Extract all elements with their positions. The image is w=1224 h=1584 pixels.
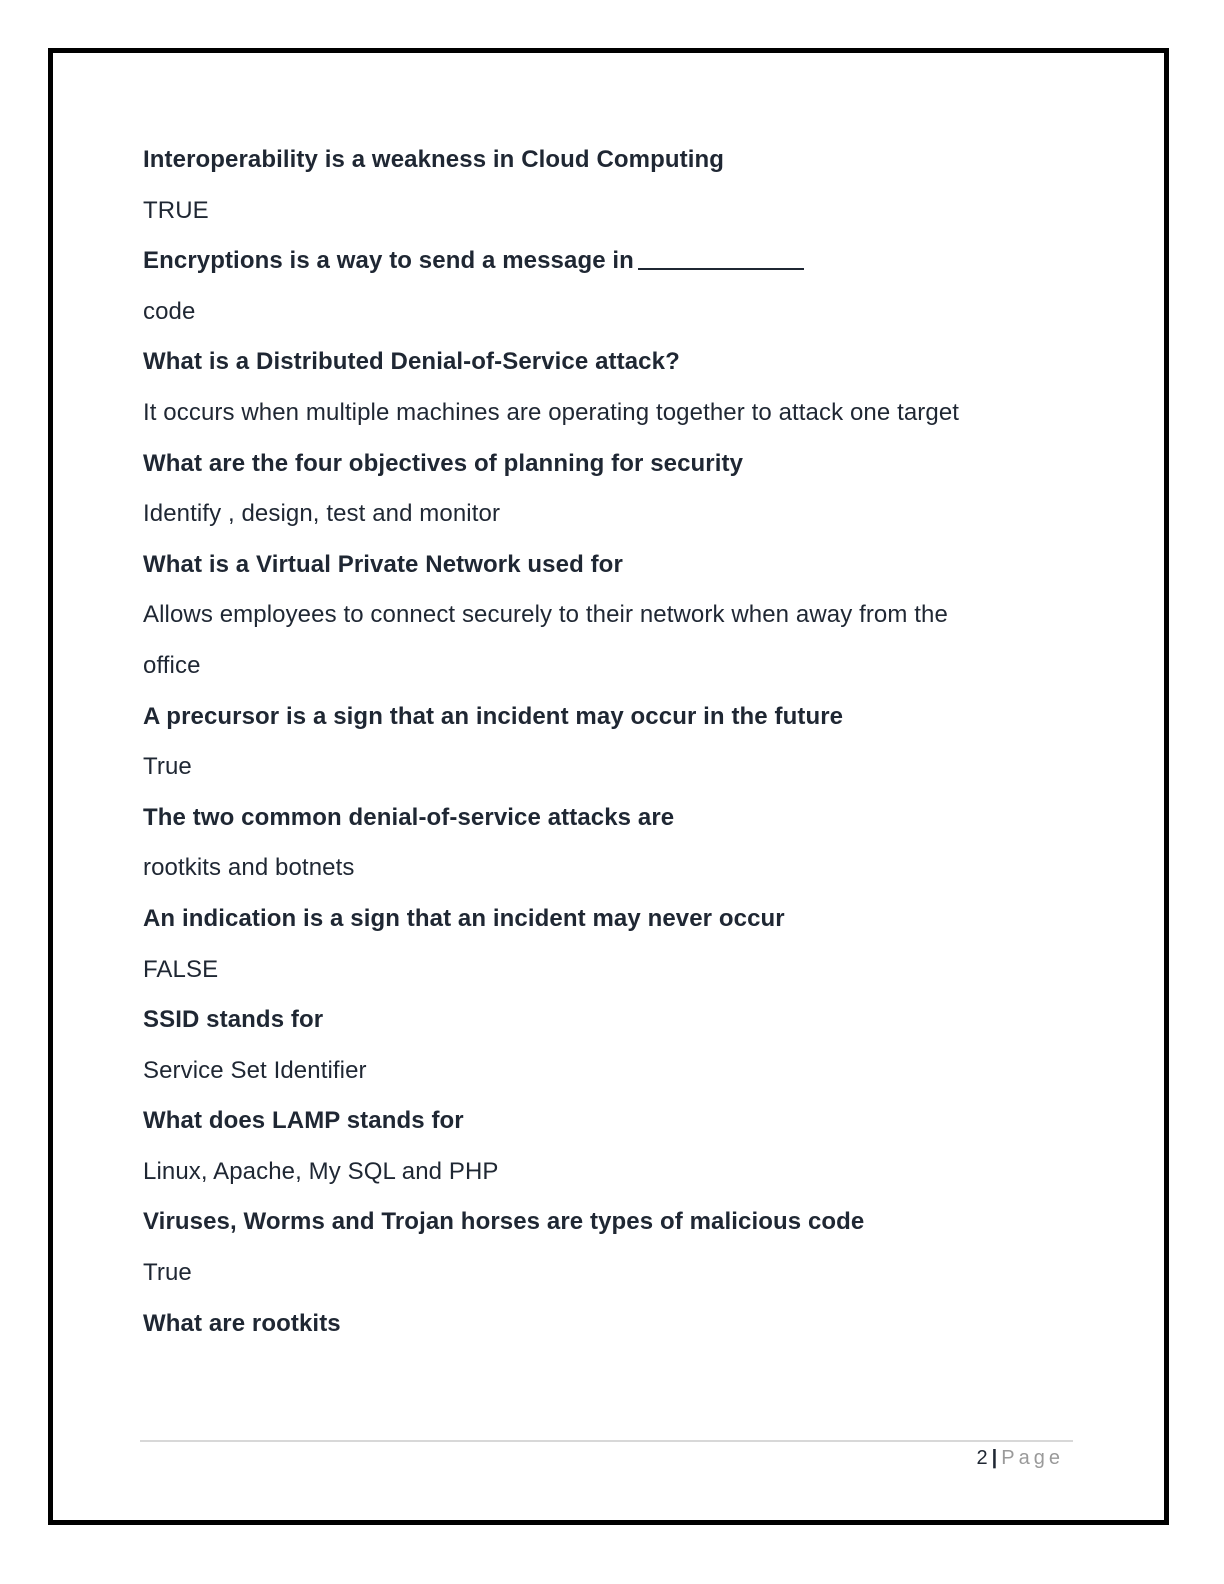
answer-8: FALSE bbox=[143, 955, 219, 983]
question-7: The two common denial-of-service attacks are bbox=[143, 803, 675, 831]
footer-separator: | bbox=[991, 1447, 998, 1469]
question-2 bbox=[143, 236, 1073, 287]
question-10: What does LAMP stands for bbox=[143, 1107, 464, 1135]
answer-6: True bbox=[143, 753, 192, 781]
question-3: What is a Distributed Denial-of-Service attack? bbox=[143, 348, 680, 376]
question-5: What is a Virtual Private Network used for bbox=[143, 550, 623, 578]
fill-in-blank bbox=[638, 268, 804, 270]
answer-5-line-2: office bbox=[143, 651, 201, 679]
answer-10: Linux, Apache, My SQL and PHP bbox=[143, 1157, 499, 1185]
answer-1: TRUE bbox=[143, 196, 209, 224]
question-4: What are the four objectives of planning for security bbox=[143, 449, 744, 477]
document-body bbox=[143, 135, 1073, 1349]
answer-3: It occurs when multiple machines are operating together to attack one target bbox=[143, 398, 960, 426]
answer-2: code bbox=[143, 297, 196, 325]
page-footer bbox=[977, 1444, 1064, 1472]
question-1: Interoperability is a weakness in Cloud Computing bbox=[143, 146, 724, 173]
footer-divider bbox=[140, 1440, 1073, 1442]
answer-9: Service Set Identifier bbox=[143, 1056, 367, 1084]
question-6: A precursor is a sign that an incident may occur in the future bbox=[143, 702, 844, 730]
page-label: Page bbox=[1001, 1447, 1064, 1469]
answer-5-line-1: Allows employees to connect securely to their network when away from the bbox=[143, 601, 948, 629]
answer-7: rootkits and botnets bbox=[143, 854, 355, 882]
question-12: What are rootkits bbox=[143, 1309, 341, 1337]
question-8: An indication is a sign that an incident may never occur bbox=[143, 904, 785, 932]
page-number: 2 bbox=[976, 1447, 988, 1469]
question-9: SSID stands for bbox=[143, 1006, 324, 1034]
question-2-text: Encryptions is a way to send a message in bbox=[143, 247, 634, 275]
answer-4: Identify , design, test and monitor bbox=[143, 500, 501, 528]
answer-11: True bbox=[143, 1259, 192, 1287]
question-11: Viruses, Worms and Trojan horses are types of malicious code bbox=[143, 1208, 865, 1236]
